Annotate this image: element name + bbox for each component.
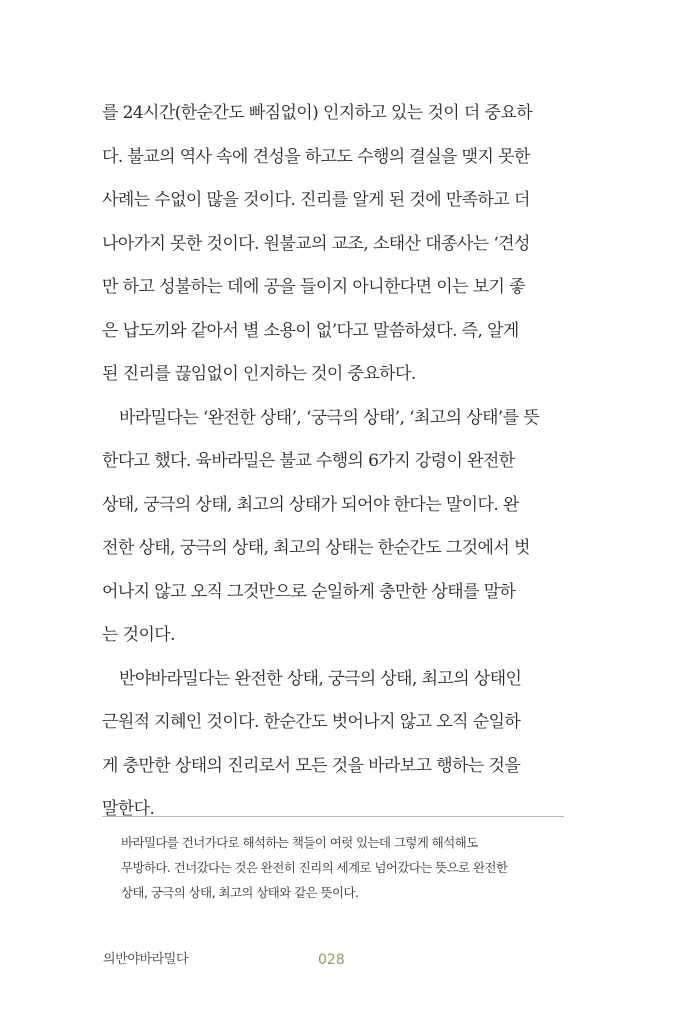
paragraph-line: 게 충만한 상태의 진리로서 모든 것을 바라보고 행하는 것을	[102, 755, 521, 776]
paragraph-line: 나아가지 못한 것이다. 원불교의 교조, 소태산 대종사는 ‘견성	[102, 233, 530, 254]
paragraph-line: 상태, 궁극의 상태, 최고의 상태가 되어야 한다는 말이다. 완	[102, 494, 519, 515]
paragraph-line: 반야바라밀다는 완전한 상태, 궁극의 상태, 최고의 상태인	[119, 668, 522, 689]
paragraph-line: 은 납도끼와 같아서 별 소용이 없’다고 말씀하셨다. 즉, 알게	[102, 320, 519, 341]
paragraph-line: 를 24시간(한순간도 빠짐없이) 인지하고 있는 것이 더 중요하	[102, 103, 533, 123]
footnote-line: 무방하다. 건너갔다는 것은 완전히 진리의 세계로 넘어갔다는 뜻으로 완전한	[121, 860, 508, 875]
footnote-line: 상태, 궁극의 상태, 최고의 상태와 같은 뜻이다.	[121, 885, 359, 900]
paragraph-line: 근원적 지혜인 것이다. 한순간도 벗어나지 않고 오직 순일하	[102, 712, 521, 732]
footnote-divider	[102, 816, 564, 817]
paragraph-line: 바라밀다는 ‘완전한 상태’, ‘궁극의 상태’, ‘최고의 상태’를 뜻	[119, 407, 540, 428]
paragraph-3	[102, 658, 572, 832]
page-footer	[0, 948, 691, 972]
running-title: 의반야바라밀다	[103, 952, 189, 967]
paragraph-2	[102, 397, 572, 658]
page-number: 028	[318, 952, 345, 968]
paragraph-line: 전한 상태, 궁극의 상태, 최고의 상태는 한순간도 그것에서 벗	[102, 538, 530, 558]
paragraph-line: 어나지 않고 오직 그것만으로 순일하게 충만한 상태를 말하	[102, 581, 516, 602]
footnote-line: 바라밀다를 건너가다로 해석하는 책들이 여럿 있는데 그렇게 해석해도	[121, 835, 478, 850]
paragraph-1	[102, 92, 572, 397]
paragraph-line: 말한다.	[102, 799, 155, 819]
paragraph-line: 만 하고 성불하는 데에 공을 들이지 아니한다면 이는 보기 좋	[102, 277, 525, 297]
paragraph-line: 사례는 수없이 많을 것이다. 진리를 알게 된 것에 만족하고 더	[102, 190, 530, 210]
paragraph-line: 다. 불교의 역사 속에 견성을 하고도 수행의 결실을 맺지 못한	[102, 146, 530, 167]
footnote	[121, 830, 561, 905]
main-body-text	[102, 92, 572, 832]
paragraph-line: 한다고 했다. 육바라밀은 불교 수행의 6가지 강령이 완전한	[102, 451, 515, 471]
paragraph-line: 는 것이다.	[102, 625, 175, 645]
paragraph-line: 된 진리를 끊임없이 인지하는 것이 중요하다.	[102, 364, 416, 384]
